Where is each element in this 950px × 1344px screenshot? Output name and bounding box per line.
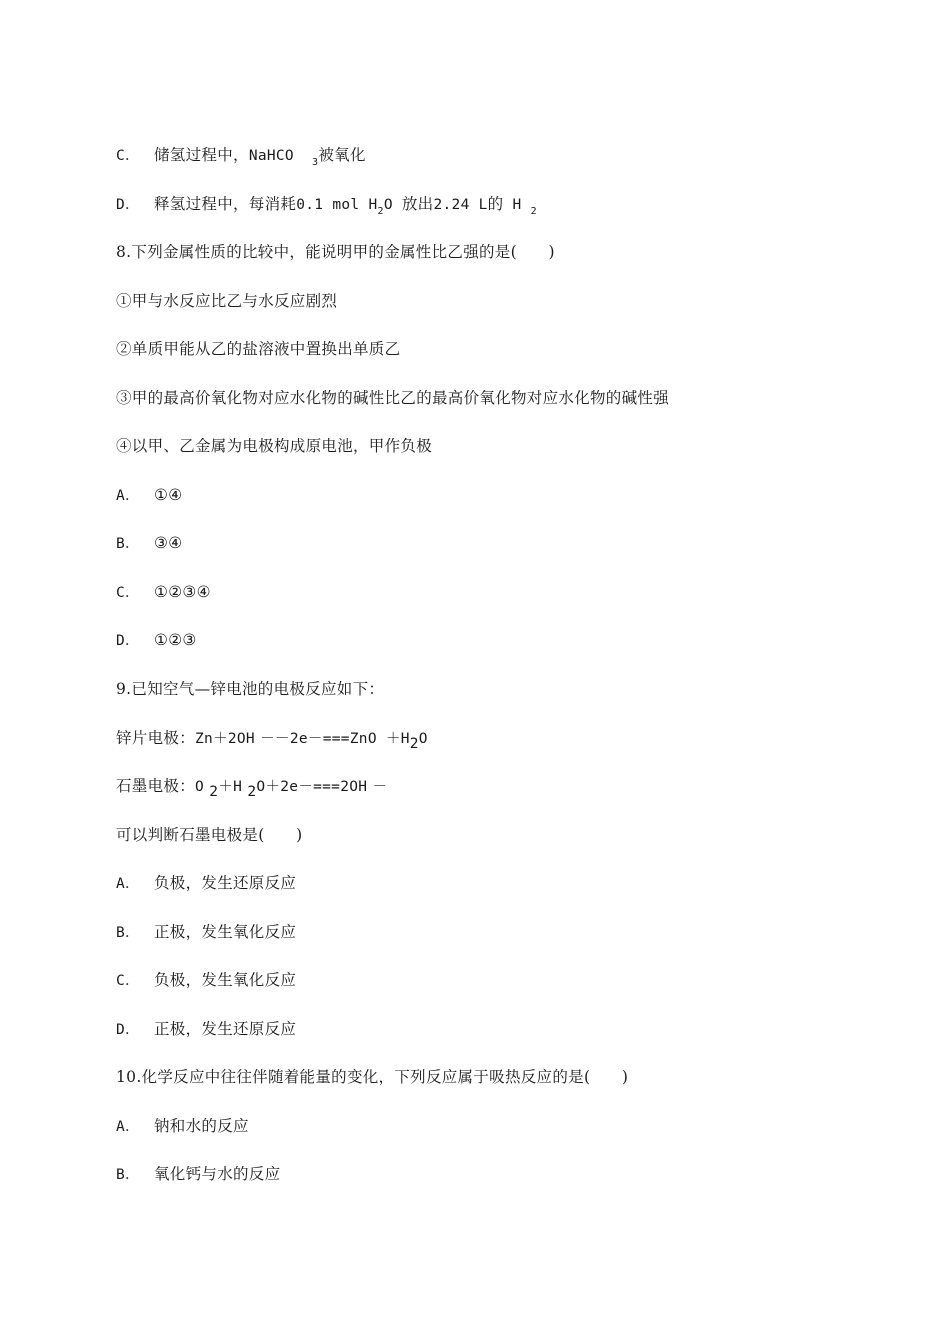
equation-part: － xyxy=(298,779,314,795)
q8-option-a xyxy=(116,484,182,507)
quantity: 0.1 mol H xyxy=(296,197,378,213)
q8-statement-3: ③甲的最高价氧化物对应水化物的碱性比乙的最高价氧化物对应水化物的碱性强 xyxy=(116,389,670,407)
q10-option-b xyxy=(116,1163,280,1186)
equation-part: －2e xyxy=(275,731,308,747)
option-text: 的 xyxy=(487,195,504,213)
option-letter: A． xyxy=(116,1119,140,1135)
q8-statement-2: ②单质甲能从乙的盐溶液中置换出单质乙 xyxy=(116,340,401,358)
q9-stem: 9.已知空气—锌电池的电极反应如下： xyxy=(116,680,385,698)
equation-part: O xyxy=(418,731,428,747)
q8-option-b xyxy=(116,532,182,555)
equation-part: － xyxy=(372,779,388,795)
option-letter: A． xyxy=(116,488,140,504)
option-text: 释氢过程中，每消耗 xyxy=(154,195,297,213)
q9-option-d xyxy=(116,1018,296,1041)
electrode-label: 石墨电极： xyxy=(116,777,196,795)
q9-zinc-electrode xyxy=(116,727,428,750)
option-text: 负极，发生还原反应 xyxy=(154,874,297,892)
electrode-label: 锌片电极： xyxy=(116,729,196,747)
option-letter: B． xyxy=(116,925,140,941)
option-text: ①②③ xyxy=(154,631,197,649)
option-letter: C． xyxy=(116,148,140,164)
q8-statement-1: ①甲与水反应比乙与水反应剧烈 xyxy=(116,292,338,310)
subscript: 2 xyxy=(377,206,384,217)
q7-option-c xyxy=(116,144,366,167)
subscript: 3 xyxy=(312,157,319,168)
q9-option-c xyxy=(116,969,296,992)
equation-part: － xyxy=(307,731,323,747)
chem-formula: NaHCO xyxy=(248,148,294,164)
equation-part: － xyxy=(260,731,276,747)
equation-part: O＋2e xyxy=(256,779,299,795)
subscript: 2 xyxy=(530,206,537,217)
option-text: 正极，发生还原反应 xyxy=(154,1020,297,1038)
q8-statement-4: ④以甲、乙金属为电极构成原电池，甲作负极 xyxy=(116,437,433,455)
equation-part: O xyxy=(195,779,205,795)
chem-formula: O xyxy=(383,197,393,213)
q8-option-d xyxy=(116,629,197,652)
q9-ask: 可以判断石墨电极是( ) xyxy=(116,826,303,844)
equation-part: ===ZnO ＋H xyxy=(322,731,410,747)
subscript: 2 xyxy=(247,784,257,800)
q8-stem: 8.下列金属性质的比较中，能说明甲的金属性比乙强的是( ) xyxy=(116,243,555,261)
option-text: ①②③④ xyxy=(154,583,211,601)
option-text: ③④ xyxy=(154,534,183,552)
option-text: 储氢过程中， xyxy=(154,146,249,164)
option-letter: D． xyxy=(116,197,140,213)
option-letter: B． xyxy=(116,1167,140,1183)
option-letter: D． xyxy=(116,1022,140,1038)
option-text: 正极，发生氧化反应 xyxy=(154,923,297,941)
q8-option-c xyxy=(116,581,211,604)
chem-formula: H xyxy=(512,197,522,213)
quantity: 2.24 L xyxy=(433,197,488,213)
q9-graphite-electrode xyxy=(116,775,387,798)
equation-part: ＋H xyxy=(218,779,243,795)
q10-option-a xyxy=(116,1115,249,1138)
option-letter: D． xyxy=(116,633,140,649)
q9-option-b xyxy=(116,921,296,944)
subscript: 2 xyxy=(209,784,219,800)
q10-stem: 10.化学反应中往往伴随着能量的变化，下列反应属于吸热反应的是( ) xyxy=(116,1068,629,1086)
equation-part: ===2OH xyxy=(313,779,368,795)
option-text: 氧化钙与水的反应 xyxy=(154,1165,281,1183)
option-letter: C． xyxy=(116,973,140,989)
subscript: 2 xyxy=(409,736,419,752)
option-text: ①④ xyxy=(154,486,183,504)
option-text: 钠和水的反应 xyxy=(154,1117,249,1135)
option-letter: A． xyxy=(116,876,140,892)
option-text: 放出 xyxy=(401,195,434,213)
option-text: 负极，发生氧化反应 xyxy=(154,971,297,989)
option-letter: C． xyxy=(116,585,140,601)
q9-option-a xyxy=(116,872,296,895)
option-text-post: 被氧化 xyxy=(318,146,366,164)
q7-option-d xyxy=(116,193,537,216)
equation-part: Zn＋2OH xyxy=(195,731,255,747)
option-letter: B． xyxy=(116,536,140,552)
